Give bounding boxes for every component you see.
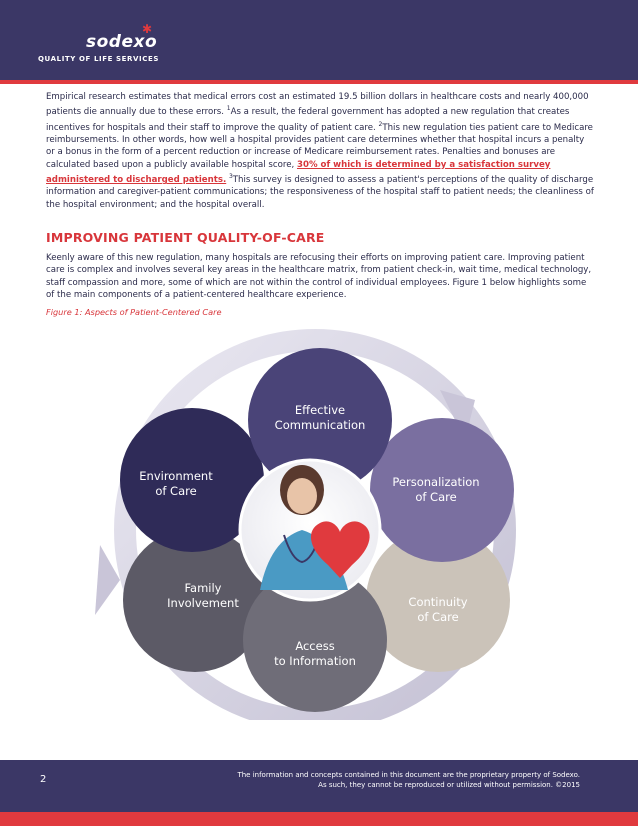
footer-stripe: [0, 812, 638, 826]
ref-1: 1: [226, 105, 231, 113]
section-heading: IMPROVING PATIENT QUALITY-OF-CARE: [46, 230, 325, 245]
intro-text-d: This survey is designed to assess a patient's perceptions of the quality of discharge information and caregiver-patient communications; the responsiveness of the hospital staff to patient needs; the cleanliness of the hospital environment; and the hospital overall.: [46, 175, 594, 210]
ref-3: 3: [228, 173, 233, 181]
logo-tagline: QUALITY OF LIFE SERVICES: [38, 55, 160, 63]
logo-wordmark: sodexo: [86, 32, 158, 52]
section-paragraph: Keenly aware of this new regulation, many hospitals are refocusing their efforts on improving patient care. Improving patient care is complex and involves several key areas in the healthcare matrix, from patient check-in, wait time, medical technology, staff compassion and more, some of which are not within the control of individual employees. Figure 1 below highlights some of the main components of a patient-centered healthcare experience.: [46, 253, 592, 301]
label-continuity-of-care: Continuity of Care: [408, 595, 468, 624]
label-personalization-of-care: Personalization of Care: [392, 475, 480, 504]
star-icon: ✱: [142, 22, 153, 36]
intro-paragraph: [46, 91, 594, 211]
label-access-to-information: Access to Information: [274, 639, 356, 668]
intro-text-b: As a result, the federal government has adopted a new regulation that creates incentives for hospitals and their staff to improve the quality of patient care.: [46, 107, 570, 133]
intro-text-a: Empirical research estimates that medical errors cost an estimated 19.5 billion dollars in healthcare costs and nearly 400,000 patients die annually due to these errors.: [46, 92, 589, 118]
label-effective-communication: Effective Communication: [274, 403, 366, 432]
label-environment-of-care: Environment of Care: [139, 469, 213, 498]
footer-notice: [180, 770, 580, 790]
ref-2: 2: [378, 120, 383, 128]
footer-notice-line1: The information and concepts contained in this document are the proprietary property of Sodexo.: [237, 771, 580, 779]
patient-care-diagram: [70, 320, 570, 720]
page-number: 2: [40, 774, 47, 785]
intro-text-c: This new regulation ties patient care to Medicare reimbursements. In other words, how well a hospital provides patient care determines whether that hospital incurs a penalty or a bonus in the form of a percent reduction or increase of Medicare reimbursement rates. Penalties and bonuses are calculated based upon a publicly available hospital score,: [46, 122, 593, 170]
label-family-involvement: Family Involvement: [167, 581, 239, 610]
survey-highlight: 30% of which is determined by a satisfaction survey administered to discharged patients.: [46, 159, 551, 186]
sodexo-logo: [0, 0, 168, 80]
footer-notice-line2: As such, they cannot be reproduced or utilized without permission. ©2015: [318, 781, 580, 789]
figure-caption: Figure 1: Aspects of Patient-Centered Care: [46, 307, 222, 317]
header-stripe: [0, 80, 638, 84]
